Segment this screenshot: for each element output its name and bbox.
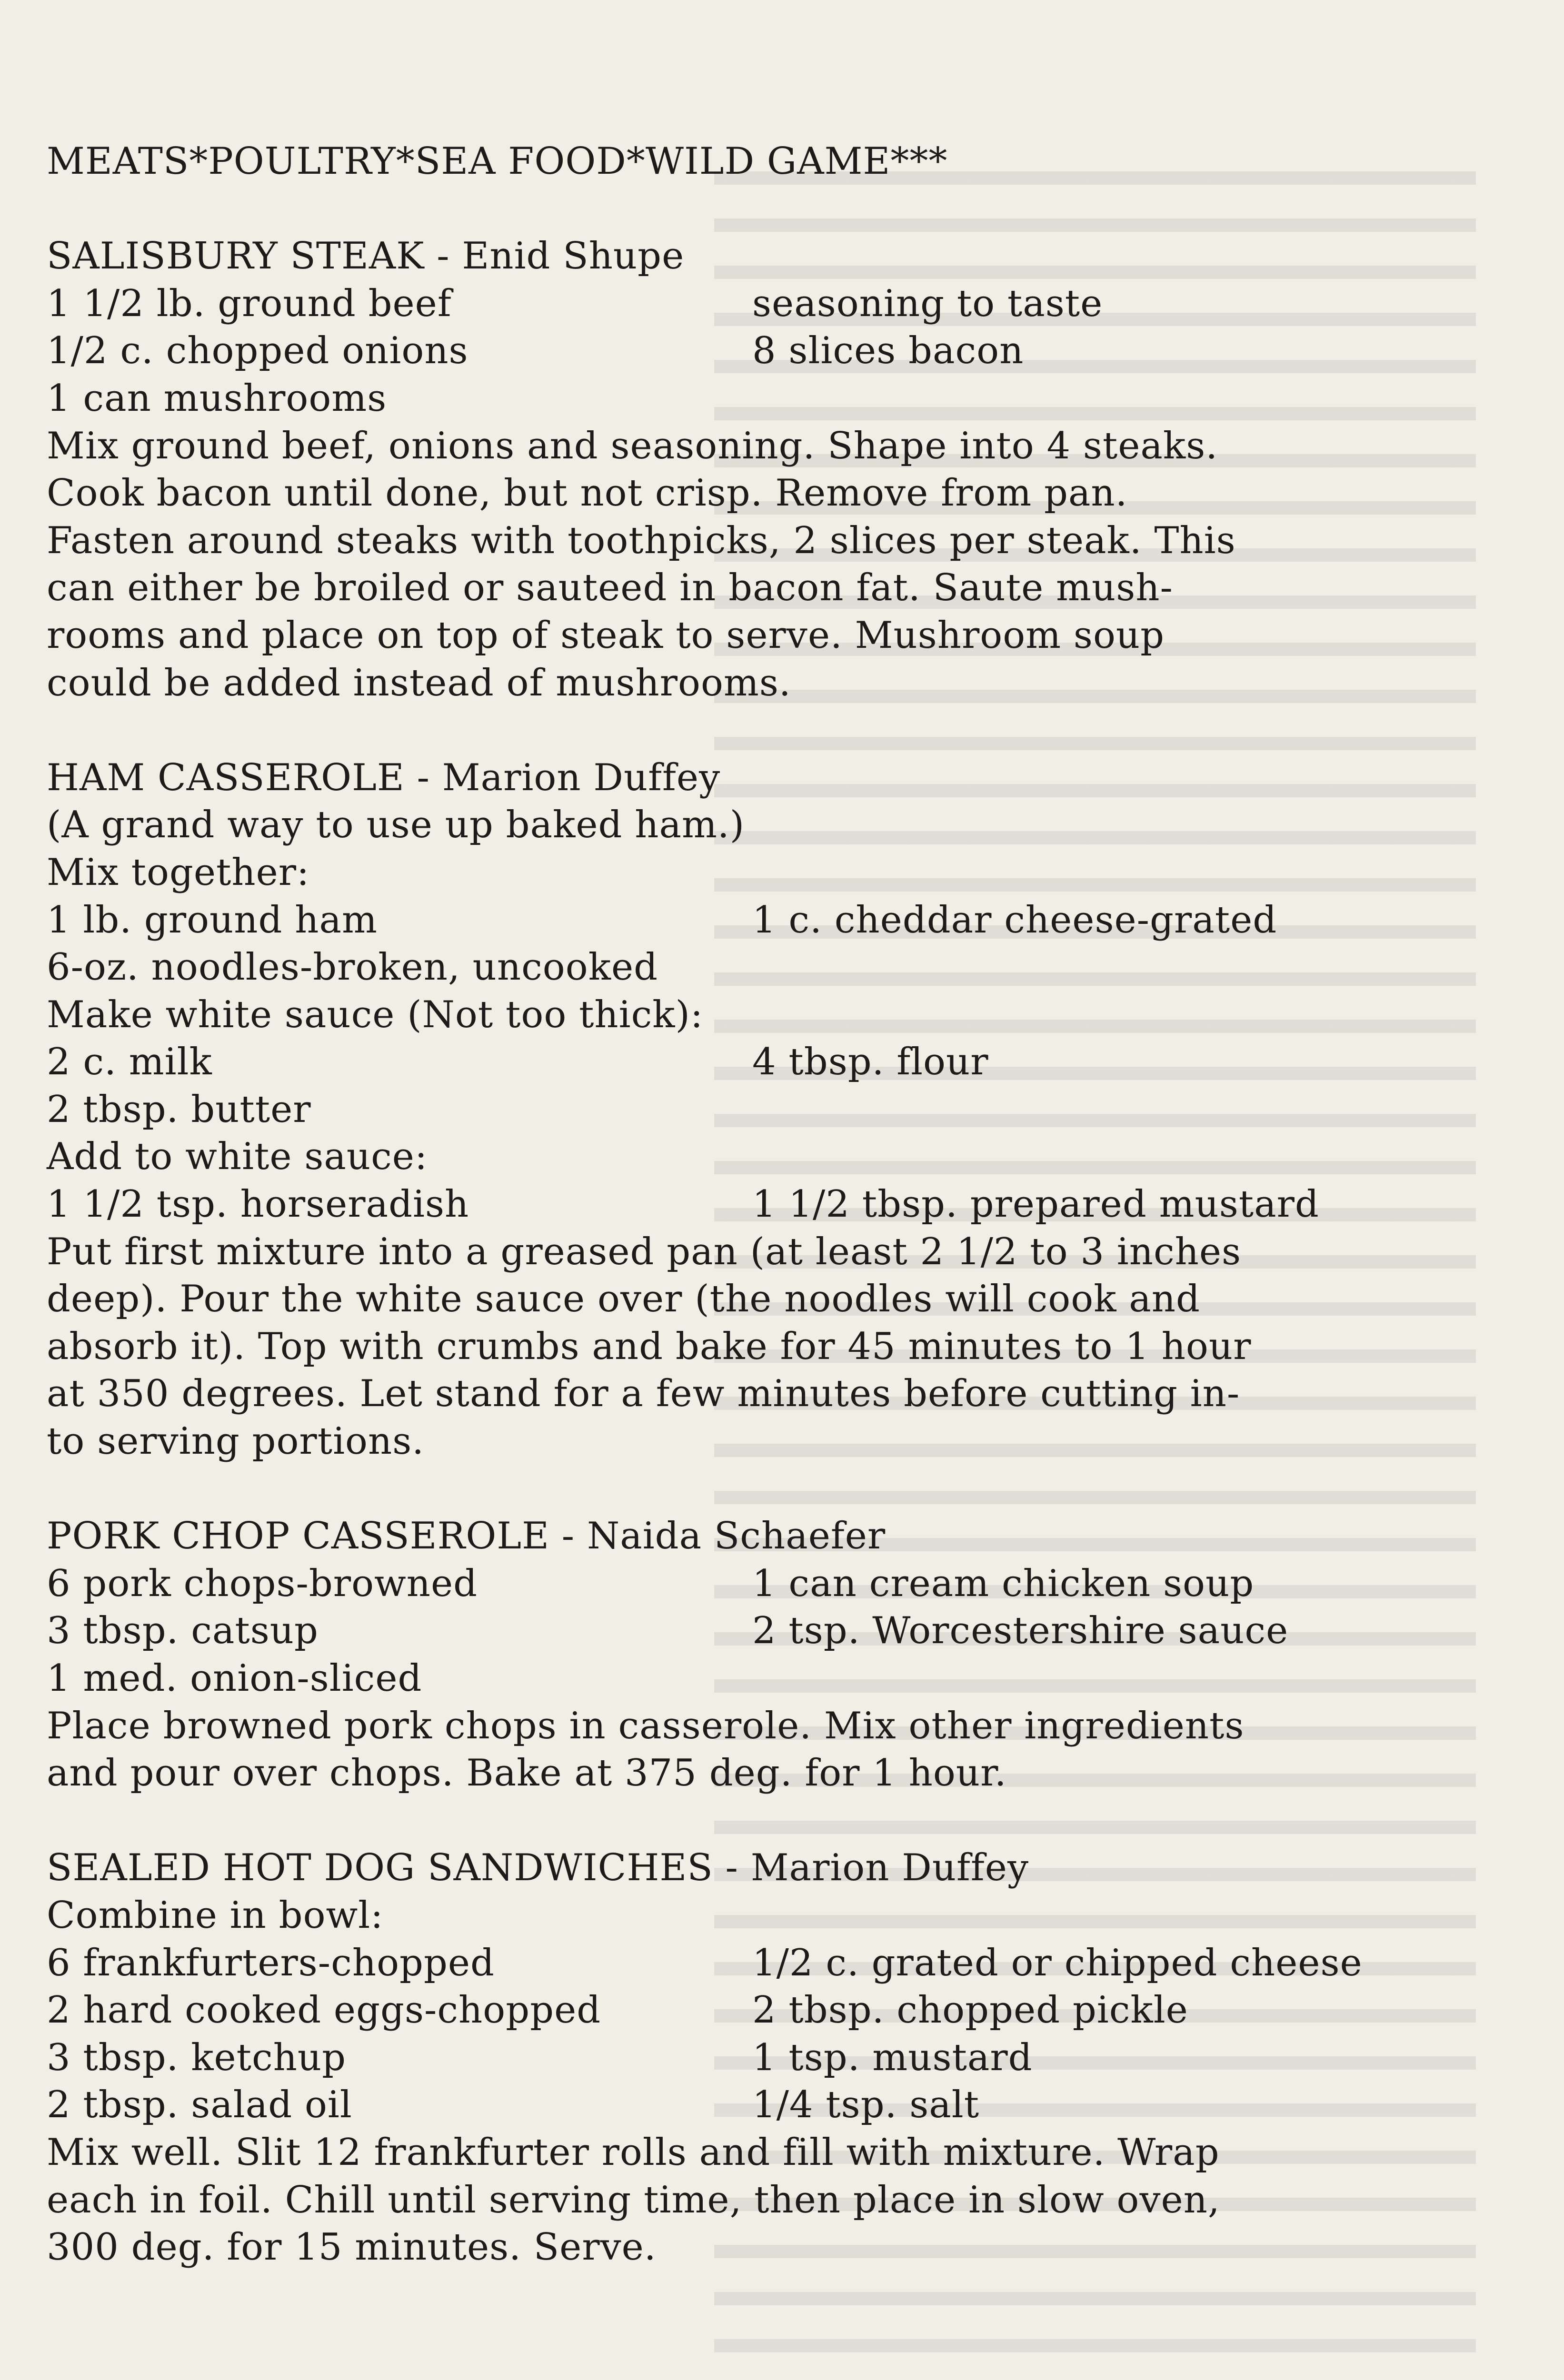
ingredient-row bbox=[47, 1086, 1480, 1134]
recipe-pork-chop-casserole bbox=[47, 1513, 1480, 1797]
ingredient-right: 1/4 tsp. salt bbox=[752, 2083, 980, 2127]
instruction-line: 300 deg. for 15 minutes. Serve. bbox=[47, 2226, 657, 2269]
recipe-ham-casserole bbox=[47, 754, 1480, 1466]
ingredient-left: 2 tbsp. butter bbox=[47, 1088, 311, 1131]
spacer bbox=[47, 1466, 1480, 1513]
recipe-title: SEALED HOT DOG SANDWICHES - Marion Duffey bbox=[47, 1846, 1029, 1890]
recipe-sealed-hot-dog-sandwiches bbox=[47, 1844, 1480, 2271]
ingredient-row bbox=[47, 1039, 1480, 1086]
ingredient-row bbox=[47, 375, 1480, 423]
instruction-line: Mix ground beef, onions and seasoning. Shape into 4 steaks. bbox=[47, 424, 1218, 467]
ingredient-row bbox=[47, 1560, 1480, 1608]
ingredient-row bbox=[47, 280, 1480, 328]
ingredient-left: 1/2 c. chopped onions bbox=[47, 329, 468, 373]
ingredient-row bbox=[47, 2082, 1480, 2129]
ingredient-left: 2 hard cooked eggs-chopped bbox=[47, 1989, 601, 2032]
instruction-line: Cook bacon until done, but not crisp. Remove from pan. bbox=[47, 472, 1128, 515]
ingredient-left: 1 1/2 tsp. horseradish bbox=[47, 1183, 469, 1226]
recipe-page bbox=[47, 138, 1480, 2271]
ingredient-right: 8 slices bacon bbox=[752, 329, 1024, 373]
recipe-title: HAM CASSEROLE - Marion Duffey bbox=[47, 756, 721, 799]
ingredient-left: 3 tbsp. ketchup bbox=[47, 2036, 347, 2079]
ingredient-row bbox=[47, 944, 1480, 992]
instruction-line: Fasten around steaks with toothpicks, 2 slices per steak. This bbox=[47, 519, 1236, 562]
ingredient-right: 1 c. cheddar cheese-grated bbox=[752, 898, 1277, 942]
section-label: Add to white sauce: bbox=[47, 1135, 428, 1179]
ingredient-row bbox=[47, 1987, 1480, 2034]
ingredient-left: 6 frankfurters-chopped bbox=[47, 1941, 495, 1984]
recipe-title: PORK CHOP CASSEROLE - Naida Schaefer bbox=[47, 1515, 886, 1558]
ingredient-left: 1 1/2 lb. ground beef bbox=[47, 282, 452, 325]
instruction-line: Put first mixture into a greased pan (at least 2 1/2 to 3 inches bbox=[47, 1230, 1242, 1273]
recipe-salisbury-steak bbox=[47, 233, 1480, 707]
section-label: Mix together: bbox=[47, 851, 310, 894]
ingredient-right: 2 tbsp. chopped pickle bbox=[752, 1989, 1188, 2032]
recipe-intro: (A grand way to use up baked ham.) bbox=[47, 803, 745, 847]
spacer bbox=[47, 707, 1480, 754]
ingredient-row bbox=[47, 1181, 1480, 1229]
ingredient-left: 1 can mushrooms bbox=[47, 377, 387, 420]
recipe-title: SALISBURY STEAK - Enid Shupe bbox=[47, 235, 685, 278]
ingredient-right: 1 can cream chicken soup bbox=[752, 1562, 1255, 1605]
ingredient-left: 1 med. onion-sliced bbox=[47, 1657, 422, 1700]
spacer bbox=[47, 186, 1480, 233]
page-header: MEATS*POULTRY*SEA FOOD*WILD GAME*** bbox=[47, 140, 948, 183]
ingredient-left: 2 tbsp. salad oil bbox=[47, 2083, 352, 2127]
ingredient-left: 3 tbsp. catsup bbox=[47, 1609, 319, 1653]
ingredient-right: 1/2 c. grated or chipped cheese bbox=[752, 1941, 1363, 1984]
instruction-line: and pour over chops. Bake at 375 deg. for 1 hour. bbox=[47, 1752, 1007, 1795]
instruction-line: absorb it). Top with crumbs and bake for 45 minutes to 1 hour bbox=[47, 1325, 1252, 1368]
ingredient-row bbox=[47, 1607, 1480, 1655]
ingredient-right: seasoning to taste bbox=[752, 282, 1103, 325]
ingredient-row bbox=[47, 1655, 1480, 1703]
instruction-line: rooms and place on top of steak to serve. Mushroom soup bbox=[47, 614, 1165, 657]
instruction-line: can either be broiled or sauteed in bacon fat. Saute mush- bbox=[47, 566, 1173, 610]
ingredient-row bbox=[47, 1940, 1480, 1987]
ingredient-left: 2 c. milk bbox=[47, 1041, 212, 1084]
instruction-line: to serving portions. bbox=[47, 1420, 425, 1463]
instruction-line: at 350 degrees. Let stand for a few minutes before cutting in- bbox=[47, 1372, 1240, 1416]
ingredient-row bbox=[47, 327, 1480, 375]
instruction-line: Place browned pork chops in casserole. Mix other ingredients bbox=[47, 1704, 1245, 1747]
section-label: Make white sauce (Not too thick): bbox=[47, 993, 704, 1036]
ingredient-right: 2 tsp. Worcestershire sauce bbox=[752, 1609, 1289, 1653]
spacer bbox=[47, 1797, 1480, 1845]
ingredient-left: 6 pork chops-browned bbox=[47, 1562, 478, 1605]
ingredient-right: 4 tbsp. flour bbox=[752, 1041, 989, 1084]
ingredient-row bbox=[47, 2034, 1480, 2082]
instruction-line: deep). Pour the white sauce over (the noodles will cook and bbox=[47, 1278, 1200, 1321]
ingredient-left: 6-oz. noodles-broken, uncooked bbox=[47, 946, 658, 989]
instruction-line: each in foil. Chill until serving time, then place in slow oven, bbox=[47, 2178, 1220, 2221]
instruction-line: could be added instead of mushrooms. bbox=[47, 661, 791, 704]
section-label: Combine in bowl: bbox=[47, 1894, 384, 1937]
ingredient-right: 1 tsp. mustard bbox=[752, 2036, 1033, 2079]
instruction-line: Mix well. Slit 12 frankfurter rolls and fill with mixture. Wrap bbox=[47, 2131, 1220, 2174]
ingredient-left: 1 lb. ground ham bbox=[47, 898, 378, 942]
ingredient-row bbox=[47, 897, 1480, 944]
ingredient-right: 1 1/2 tbsp. prepared mustard bbox=[752, 1183, 1319, 1226]
